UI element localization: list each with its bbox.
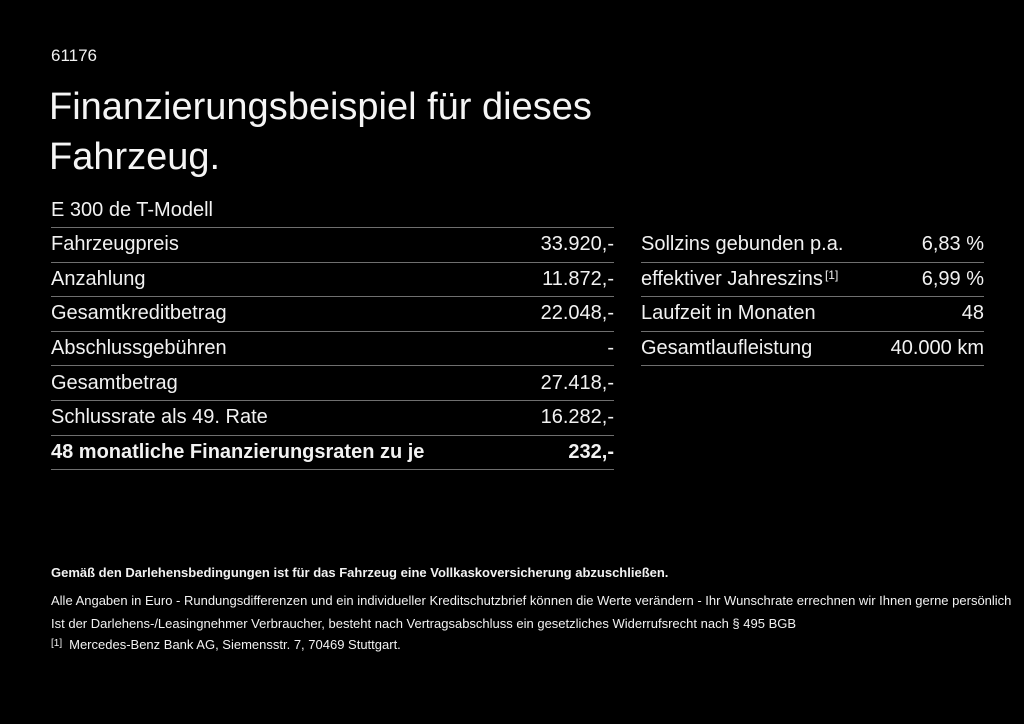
row-label: Abschlussgebühren (51, 337, 227, 360)
row-value: - (607, 337, 614, 360)
row-label: Gesamtbetrag (51, 371, 178, 394)
row-label: Gesamtkreditbetrag (51, 302, 227, 325)
finance-row-closing-fees (51, 332, 614, 367)
row-label: Sollzins gebunden p.a. (641, 233, 844, 256)
vehicle-model-header (51, 194, 614, 228)
footnote-ref-superscript: [1] (824, 267, 839, 282)
row-label-text: effektiver Jahreszins (641, 267, 823, 290)
row-value: 27.418,- (540, 371, 614, 394)
row-label: Laufzeit in Monaten (641, 302, 816, 325)
row-value: 6,99 % (921, 267, 984, 290)
footnote-marker: [1] (51, 638, 63, 649)
row-value: 232,- (568, 440, 614, 463)
finance-row-down-payment (51, 263, 614, 298)
finance-row-total-credit (51, 297, 614, 332)
legal-note-line-1: Alle Angaben in Euro - Rundungsdifferenzen und ein individueller Kreditschutzbrief können die Werte verändern - Ihr Wunschrate errechnen wir Ihnen gerne persönlich (51, 593, 1012, 608)
legal-notes (51, 589, 1011, 635)
row-label: Fahrzeugpreis (51, 233, 179, 256)
row-label: Gesamtlaufleistung (641, 337, 813, 360)
condition-row-term-months (641, 297, 984, 332)
legal-note-line-2: Ist der Darlehens-/Leasingnehmer Verbraucher, besteht nach Vertragsabschluss ein gesetzliches Widerrufsrecht nach § 495 BGB (51, 616, 797, 631)
insurance-requirement-note: Gemäß den Darlehensbedingungen ist für das Fahrzeug eine Vollkaskoversicherung abzuschließen. (51, 565, 669, 580)
condition-row-nominal-interest (641, 228, 984, 263)
row-value: 33.920,- (540, 233, 614, 256)
row-label (641, 268, 838, 291)
finance-row-vehicle-price (51, 228, 614, 263)
finance-row-final-installment (51, 401, 614, 436)
row-value: 40.000 km (890, 337, 984, 360)
row-value: 16.282,- (540, 406, 614, 429)
conditions-table (641, 228, 984, 366)
row-value: 48 (961, 302, 984, 325)
row-value: 11.872,- (542, 267, 614, 290)
row-value: 22.048,- (540, 302, 614, 325)
bank-footnote (51, 637, 401, 652)
finance-row-total-amount (51, 366, 614, 401)
condition-row-total-mileage (641, 332, 984, 367)
condition-row-effective-interest (641, 263, 984, 298)
row-value: 6,83 % (921, 233, 984, 256)
vehicle-model-label: E 300 de T-Modell (51, 199, 213, 221)
offer-code: 61176 (51, 46, 98, 65)
finance-row-monthly-rate (51, 436, 614, 471)
row-label: 48 monatliche Finanzierungsraten zu je (51, 440, 425, 463)
row-label: Anzahlung (51, 267, 146, 290)
finance-table (51, 194, 614, 470)
page-title: Finanzierungsbeispiel für dieses Fahrzeug. (49, 86, 592, 178)
footnote-text: Mercedes-Benz Bank AG, Siemensstr. 7, 70469 Stuttgart. (69, 637, 401, 652)
row-label: Schlussrate als 49. Rate (51, 406, 268, 429)
